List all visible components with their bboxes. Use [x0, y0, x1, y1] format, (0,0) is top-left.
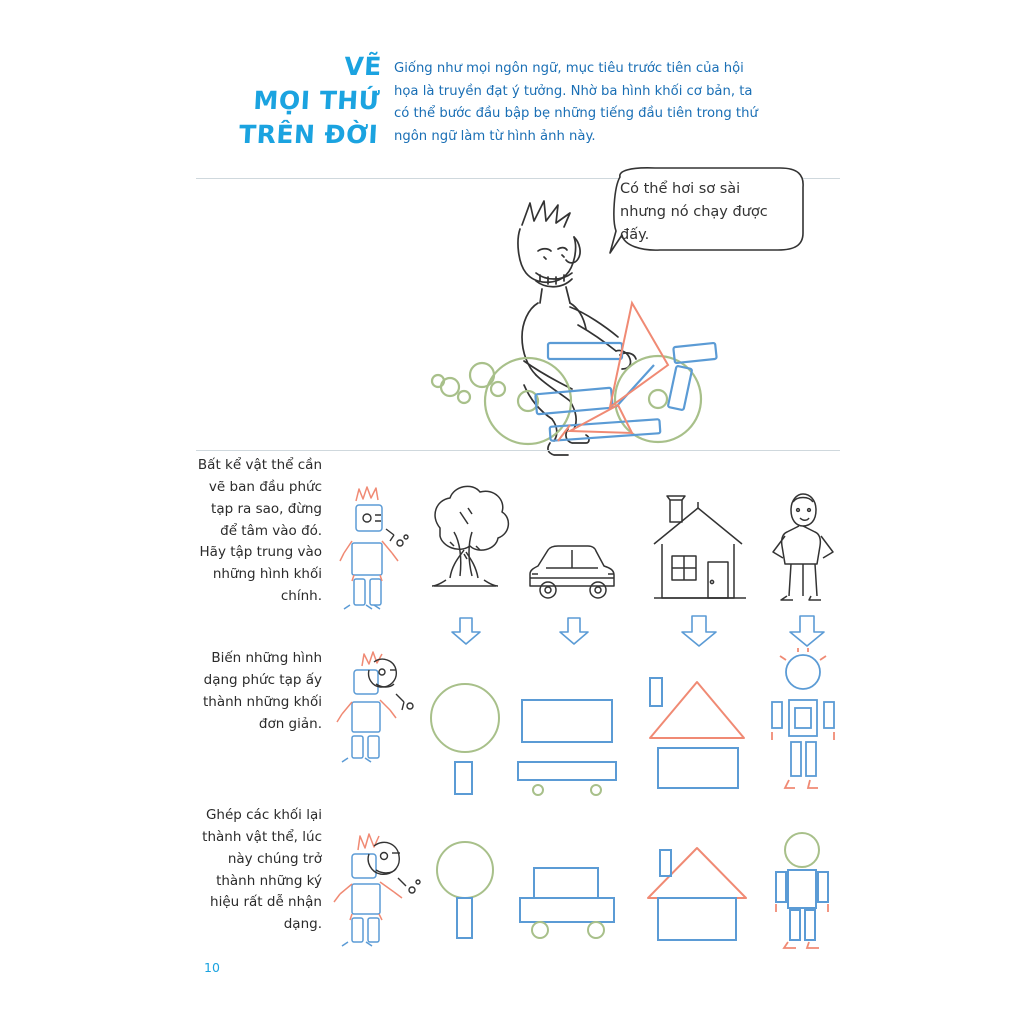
simple-house	[640, 840, 755, 945]
detailed-house	[640, 492, 755, 610]
arrow-down-car	[556, 616, 592, 646]
simple-person	[762, 830, 842, 950]
shape-circle-and-rectangle	[425, 680, 505, 795]
page-title-line-3: TRÊN ĐỜI	[238, 119, 380, 149]
arrow-down-person	[786, 614, 828, 648]
caption-row-3: Ghép các khối lại thành vật thể, lúc này chúng trở thành những ký hiệu rất dễ nhận dạng.	[202, 807, 322, 933]
shape-triangle-and-square	[640, 672, 755, 792]
mascot-row-1	[330, 485, 415, 615]
caption-row-2: Biến những hình dạng phức tạp ấy thành những khối đơn giản.	[203, 650, 322, 732]
mascot-row-2	[330, 640, 425, 765]
page-number: 10	[204, 960, 220, 975]
detailed-tree	[420, 482, 512, 610]
boy-riding-bicycle-illustration	[420, 185, 720, 460]
detailed-person	[765, 490, 841, 610]
page-title-line-2: MỌI THỨ	[252, 85, 381, 115]
arrow-down-house	[678, 614, 720, 648]
detailed-car	[520, 540, 625, 612]
shape-rectangles-and-wheels	[512, 690, 622, 800]
intro-paragraph: Giống như mọi ngôn ngữ, mục tiêu trước tiên của hội họa là truyền đạt ý tưởng. Nhờ ba hình khối cơ bản, ta có thể bước đầu bập bẹ những tiếng đầu tiên trong thứ ngôn ngữ làm từ hình ảnh này.	[394, 61, 758, 145]
shape-stick-figure-blocks	[762, 648, 844, 796]
speech-bubble-text: Có thể hơi sơ sài nhưng nó chạy được đấy.	[620, 181, 768, 244]
page-header	[200, 50, 800, 151]
simple-tree	[425, 840, 505, 940]
mascot-row-3	[328, 820, 428, 950]
divider-middle	[196, 450, 840, 451]
caption-row-1: Bất kể vật thể cần vẽ ban đầu phức tạp ra sao, đừng để tâm vào đó. Hãy tập trung vào những hình khối chính.	[197, 457, 322, 605]
arrow-down-tree	[448, 616, 484, 646]
simple-car	[512, 862, 622, 942]
page-title-line-1: VẼ	[343, 52, 383, 81]
page-title	[197, 50, 396, 151]
